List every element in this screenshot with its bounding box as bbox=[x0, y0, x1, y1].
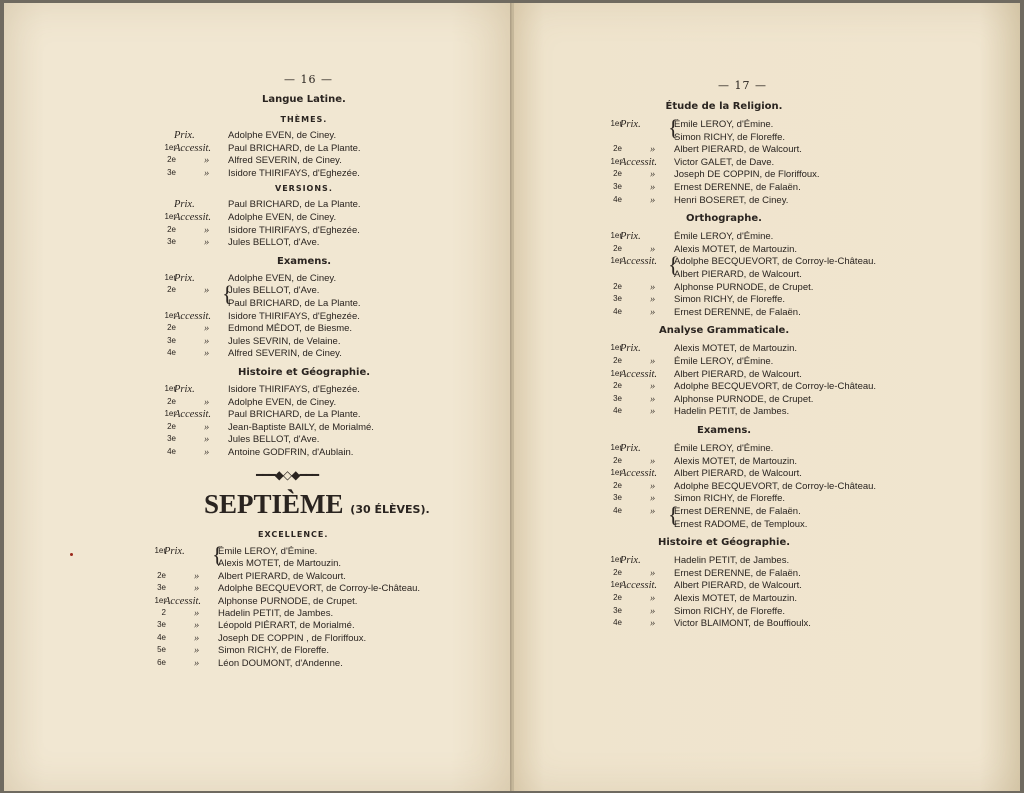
section-heading: Histoire et Géographie. bbox=[658, 537, 791, 549]
award-label: Prix. bbox=[174, 199, 195, 211]
brace-icon: { bbox=[668, 502, 679, 527]
award-label: » bbox=[650, 493, 656, 505]
class-title-name: SEPTIÈME bbox=[204, 489, 344, 519]
section-heading: Examens. bbox=[277, 255, 332, 267]
award-label: » bbox=[650, 243, 656, 255]
award-label: » bbox=[194, 632, 200, 644]
award-label: » bbox=[650, 455, 656, 467]
student-name: Albert PIERARD, de Walcourt. bbox=[674, 368, 802, 380]
rank-label: 3e bbox=[613, 182, 622, 191]
rank-label: 1er bbox=[610, 468, 622, 478]
award-label: » bbox=[204, 348, 210, 360]
rank-label: 4e bbox=[613, 406, 622, 416]
award-label: » bbox=[650, 381, 656, 393]
student-name: Simon RICHY, de Floreffe. bbox=[218, 645, 330, 657]
award-label: » bbox=[650, 169, 656, 181]
rank-label: 2e bbox=[613, 169, 622, 179]
award-label: » bbox=[194, 645, 200, 657]
brace-icon: { bbox=[668, 252, 679, 278]
student-name: Albert PIERARD, de Walcourt. bbox=[218, 570, 346, 582]
student-name: Émile LEROY, d'Émine. bbox=[674, 231, 774, 243]
student-name: Alexis MOTET, de Martouzin. bbox=[674, 455, 798, 467]
award-label: » bbox=[650, 144, 656, 156]
subsection-heading: THÈMES. bbox=[280, 115, 328, 124]
award-label: » bbox=[650, 306, 656, 318]
student-name: Léopold PIÉRART, de Morialmé. bbox=[218, 620, 355, 632]
rank-label: 2e bbox=[167, 155, 176, 165]
award-label: » bbox=[194, 608, 200, 619]
award-label: » bbox=[204, 335, 210, 347]
rank-label: 4e bbox=[167, 348, 176, 358]
rank-label: 3e bbox=[613, 393, 622, 403]
rank-label: 4e bbox=[613, 618, 622, 628]
student-name: Émile LEROY, d'Émine. bbox=[674, 119, 774, 130]
student-name: Léon DOUMONT, d'Andenne. bbox=[218, 657, 343, 669]
award-label: Prix. bbox=[174, 130, 195, 141]
award-label: » bbox=[204, 285, 210, 297]
rank-label: 4e bbox=[167, 447, 176, 456]
award-label: » bbox=[194, 583, 200, 595]
student-name: Adolphe EVEN, de Ciney. bbox=[228, 212, 337, 223]
brace-icon: { bbox=[668, 115, 679, 140]
award-label: Accessit. bbox=[620, 468, 658, 480]
award-label: Prix. bbox=[620, 343, 641, 355]
student-name: Henri BOSERET, de Ciney. bbox=[674, 194, 789, 206]
student-name: Isidore THIRIFAYS, d'Eghezée. bbox=[228, 310, 360, 322]
award-label: Prix. bbox=[620, 555, 641, 567]
rank-label: 3e bbox=[613, 294, 622, 304]
award-label: » bbox=[204, 323, 210, 335]
rank-label: 4e bbox=[613, 194, 622, 204]
rank-label: 2e bbox=[167, 323, 176, 333]
rank-label: 1er bbox=[164, 212, 176, 221]
rank-label: 2e bbox=[613, 480, 622, 490]
student-name: Paul BRICHARD, de La Plante. bbox=[228, 142, 361, 154]
student-name: Émile LEROY, d'Émine. bbox=[674, 356, 774, 367]
award-label: » bbox=[194, 657, 200, 669]
rank-label: 1er bbox=[610, 256, 622, 266]
rank-label: 2e bbox=[613, 243, 622, 253]
student-name: Adolphe EVEN, de Ciney. bbox=[228, 272, 337, 284]
brace-icon: { bbox=[212, 542, 223, 567]
rank-label: 3e bbox=[167, 167, 176, 177]
award-label: » bbox=[650, 605, 656, 617]
award-label: » bbox=[650, 406, 656, 418]
rank-label: 1er bbox=[610, 119, 622, 128]
rank-label: 4e bbox=[613, 306, 622, 316]
student-name: Alfred SEVERIN, de Ciney. bbox=[228, 348, 342, 360]
rank-label: 1er bbox=[610, 156, 622, 166]
award-label: Accessit. bbox=[174, 212, 212, 223]
award-label: » bbox=[650, 393, 656, 405]
award-label: Accessit. bbox=[164, 595, 202, 607]
student-name: Hadelin PETIT, de Jambes. bbox=[218, 608, 334, 619]
student-name: Joseph DE COPPIN, de Floriffoux. bbox=[674, 169, 820, 181]
student-name: Simon RICHY, de Floreffe. bbox=[674, 131, 786, 143]
student-name: Simon RICHY, de Floreffe. bbox=[674, 493, 786, 505]
brace-icon: { bbox=[222, 281, 233, 307]
rank-label: 2e bbox=[613, 567, 622, 577]
rank-label: 3e bbox=[157, 583, 166, 593]
ink-speck bbox=[70, 553, 73, 556]
award-label: » bbox=[204, 224, 210, 236]
page-number: — 17 — bbox=[718, 79, 767, 92]
rank-label: 2e bbox=[613, 356, 622, 365]
rank-label: 2e bbox=[157, 570, 166, 580]
student-name: Jules BELLOT, d'Ave. bbox=[228, 434, 320, 446]
student-name: Adolphe EVEN, de Ciney. bbox=[228, 130, 337, 141]
rank-label: 3e bbox=[157, 620, 166, 630]
rank-label: 2e bbox=[167, 396, 176, 406]
student-name: Émile LEROY, d'Émine. bbox=[674, 443, 774, 454]
section-heading: Analyse Grammaticale. bbox=[659, 325, 790, 337]
award-label: Accessit. bbox=[174, 409, 212, 421]
award-label: Prix. bbox=[620, 231, 641, 243]
student-name: Jules BELLOT, d'Ave. bbox=[228, 285, 320, 297]
rank-label: 4e bbox=[613, 506, 622, 515]
page-number: — 16 — bbox=[284, 73, 333, 86]
student-name: Adolphe BECQUEVORT, de Corroy-le-Château. bbox=[218, 583, 421, 595]
student-name: Jules BELLOT, d'Ave. bbox=[228, 237, 320, 249]
award-label: Accessit. bbox=[620, 256, 658, 268]
award-label: Accessit. bbox=[620, 580, 658, 592]
student-name: Jules SEVRIN, de Velaine. bbox=[228, 335, 341, 347]
award-label: Prix. bbox=[620, 443, 641, 454]
student-name: Hadelin PETIT, de Jambes. bbox=[674, 406, 790, 418]
rank-label: 1er bbox=[164, 310, 176, 320]
student-name: Ernest RADOME, de Temploux. bbox=[674, 518, 808, 530]
student-name: Joseph DE COPPIN , de Floriffoux. bbox=[218, 632, 367, 644]
rank-label: 3e bbox=[167, 335, 176, 345]
rank-label: 1er bbox=[610, 580, 622, 590]
rank-label: 4e bbox=[157, 632, 166, 642]
student-name: Simon RICHY, de Floreffe. bbox=[674, 605, 786, 617]
student-name: Victor GALET, de Dave. bbox=[674, 156, 775, 168]
student-name: Alphonse PURNODE, de Crupet. bbox=[674, 393, 814, 405]
class-title-count: (30 ÉLÈVES). bbox=[350, 503, 430, 516]
student-name: Alfred SEVERIN, de Ciney. bbox=[228, 155, 342, 167]
left-page bbox=[4, 3, 512, 791]
subsection-heading: VERSIONS. bbox=[275, 184, 333, 194]
student-name: Antoine GODFRIN, d'Aublain. bbox=[228, 447, 354, 458]
rank-label: 3e bbox=[613, 605, 622, 615]
rank-label: 1er bbox=[164, 142, 176, 152]
student-name: Edmond MÉDOT, de Biesme. bbox=[228, 323, 353, 335]
rank-label: 1er bbox=[610, 368, 622, 378]
student-name: Paul BRICHARD, de La Plante. bbox=[228, 199, 361, 211]
rank-label: 2e bbox=[613, 144, 622, 154]
rank-label: 1er bbox=[610, 343, 622, 353]
student-name: Albert PIERARD, de Walcourt. bbox=[674, 580, 802, 592]
right-page bbox=[514, 3, 1020, 791]
student-name: Alexis MOTET, de Martouzin. bbox=[674, 243, 798, 255]
rank-label: 2e bbox=[613, 281, 622, 291]
award-label: » bbox=[194, 570, 200, 582]
award-label: » bbox=[650, 480, 656, 492]
rank-label: 2 bbox=[161, 608, 166, 617]
student-name: Isidore THIRIFAYS, d'Eghezée. bbox=[228, 384, 360, 395]
student-name: Paul BRICHARD, de La Plante. bbox=[228, 409, 361, 421]
rank-label: 2e bbox=[613, 455, 622, 465]
student-name: Isidore THIRIFAYS, d'Eghezée. bbox=[228, 224, 360, 236]
award-label: » bbox=[650, 281, 656, 293]
award-label: Prix. bbox=[164, 546, 185, 557]
award-label: » bbox=[204, 421, 210, 433]
student-name: Ernest DERENNE, de Falaën. bbox=[674, 182, 801, 193]
rank-label: 2e bbox=[613, 381, 622, 391]
student-name: Ernest DERENNE, de Falaën. bbox=[674, 306, 801, 318]
student-name: Alphonse PURNODE, de Crupet. bbox=[674, 281, 814, 293]
student-name: Alexis MOTET, de Martouzin. bbox=[674, 343, 798, 355]
student-name: Simon RICHY, de Floreffe. bbox=[674, 294, 786, 306]
student-name: Adolphe EVEN, de Ciney. bbox=[228, 396, 337, 408]
student-name: Alexis MOTET, de Martouzin. bbox=[674, 593, 798, 604]
student-name: Albert PIERARD, de Walcourt. bbox=[674, 269, 802, 280]
award-label: » bbox=[650, 356, 656, 367]
award-label: » bbox=[650, 506, 656, 517]
award-label: » bbox=[194, 620, 200, 632]
student-name: Ernest DERENNE, de Falaën. bbox=[674, 506, 801, 517]
award-label: » bbox=[650, 294, 656, 306]
rank-label: 1er bbox=[164, 272, 176, 282]
award-label: » bbox=[204, 167, 210, 179]
award-label: Accessit. bbox=[620, 368, 658, 380]
award-label: » bbox=[204, 237, 210, 249]
rank-label: 1er bbox=[154, 595, 166, 605]
award-label: » bbox=[650, 182, 656, 193]
excellence-heading: EXCELLENCE. bbox=[258, 530, 329, 539]
rank-label: 2e bbox=[167, 224, 176, 234]
student-name: Albert PIERARD, de Walcourt. bbox=[674, 468, 802, 480]
rank-label: 3e bbox=[167, 237, 176, 247]
student-name: Jean-Baptiste BAILY, de Morialmé. bbox=[228, 421, 374, 433]
section-heading: Étude de la Religion. bbox=[665, 101, 783, 112]
student-name: Isidore THIRIFAYS, d'Eghezée. bbox=[228, 167, 360, 179]
student-name: Émile LEROY, d'Émine. bbox=[218, 546, 318, 557]
award-label: Accessit. bbox=[174, 310, 212, 322]
student-name: Adolphe BECQUEVORT, de Corroy-le-Château. bbox=[674, 480, 877, 492]
award-label: » bbox=[650, 593, 656, 604]
award-label: » bbox=[650, 194, 656, 206]
class-title bbox=[204, 489, 430, 520]
award-label: » bbox=[650, 567, 656, 579]
rank-label: 1er bbox=[610, 231, 622, 241]
rank-label: 6e bbox=[157, 657, 166, 667]
rank-label: 2e bbox=[167, 421, 176, 431]
award-label: » bbox=[650, 618, 656, 630]
section-heading: Langue Latine. bbox=[262, 94, 346, 105]
student-name: Adolphe BECQUEVORT, de Corroy-le-Château. bbox=[674, 256, 877, 268]
rank-label: 3e bbox=[167, 434, 176, 444]
student-name: Alexis MOTET, de Martouzin. bbox=[218, 558, 342, 570]
rank-label: 1er bbox=[154, 546, 166, 555]
student-name: Ernest DERENNE, de Falaën. bbox=[674, 567, 801, 579]
award-label: Prix. bbox=[174, 384, 195, 395]
award-label: Prix. bbox=[174, 272, 195, 284]
award-label: » bbox=[204, 447, 210, 458]
award-label: » bbox=[204, 155, 210, 167]
section-heading: Orthographe. bbox=[686, 213, 762, 225]
student-name: Albert PIERARD, de Walcourt. bbox=[674, 144, 802, 156]
ornament-divider: ━━━◆◇◆━━━ bbox=[256, 468, 319, 482]
rank-label: 1er bbox=[610, 443, 622, 452]
student-name: Hadelin PETIT, de Jambes. bbox=[674, 555, 790, 567]
award-label: » bbox=[204, 396, 210, 408]
section-heading: Histoire et Géographie. bbox=[238, 367, 371, 378]
rank-label: 2e bbox=[167, 285, 176, 295]
award-label: » bbox=[204, 434, 210, 446]
student-name: Adolphe BECQUEVORT, de Corroy-le-Château. bbox=[674, 381, 877, 393]
award-label: Accessit. bbox=[620, 156, 658, 168]
rank-label: 5e bbox=[157, 645, 166, 655]
section-heading: Examens. bbox=[697, 425, 752, 436]
rank-label: 1er bbox=[164, 384, 176, 393]
student-name: Paul BRICHARD, de La Plante. bbox=[228, 298, 361, 309]
award-label: Accessit. bbox=[174, 142, 212, 154]
rank-label: 1er bbox=[164, 409, 176, 419]
rank-label: 1er bbox=[610, 555, 622, 565]
award-label: Prix. bbox=[620, 119, 641, 130]
student-name: Victor BLAIMONT, de Bouffioulx. bbox=[674, 618, 811, 630]
rank-label: 3e bbox=[613, 493, 622, 503]
rank-label: 2e bbox=[613, 593, 622, 602]
student-name: Alphonse PURNODE, de Crupet. bbox=[218, 595, 358, 607]
